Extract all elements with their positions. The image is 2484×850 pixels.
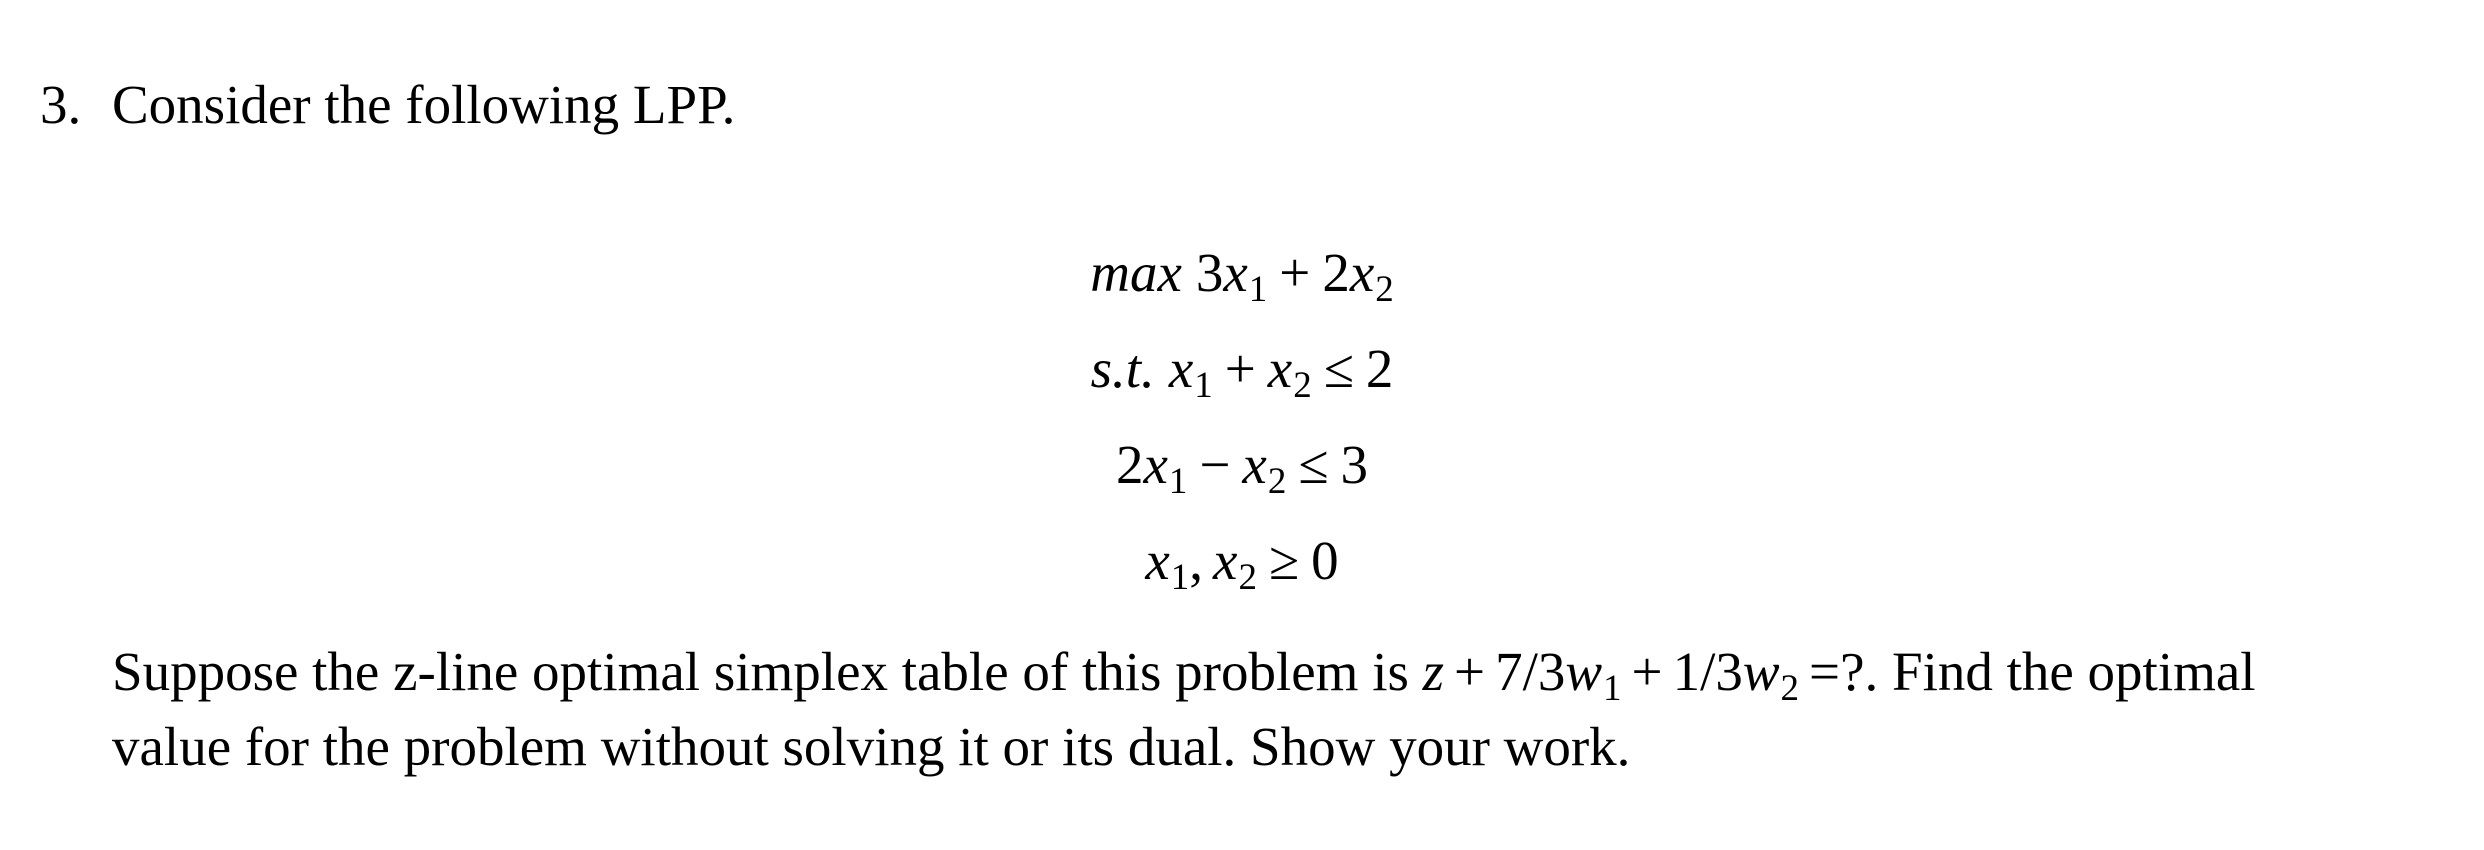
nonneg-sub-1: 1 [1170, 557, 1190, 598]
nonneg-rhs: 0 [1311, 530, 1339, 591]
constraint-1-var-2: x [1267, 338, 1293, 399]
z-line-equals: =? [1809, 641, 1865, 702]
paragraph-line-1-end: . Find the optimal [1864, 641, 2256, 702]
z-line-coef-1: 7/3 [1495, 641, 1566, 702]
paragraph-line-1-start: Suppose the z-line optimal simplex table of this problem is [112, 641, 1409, 702]
constraint-2-operator: − [1199, 434, 1231, 495]
constraint-2-rhs: 3 [1340, 434, 1369, 495]
z-line-coef-2: 1/3 [1672, 641, 1743, 702]
objective-coef-2: 2 [1322, 242, 1350, 303]
question-number: 3. [40, 74, 82, 135]
objective-sub-1: 1 [1248, 269, 1268, 310]
z-line-w2-sub: 2 [1780, 668, 1800, 709]
objective-var-2: x [1349, 242, 1375, 303]
max-keyword: max [1090, 242, 1182, 303]
constraint-1-var-1: x [1168, 338, 1194, 399]
question-paragraph [112, 638, 2412, 781]
z-line-w1: w [1565, 641, 1603, 702]
z-line-w1-sub: 1 [1603, 668, 1622, 709]
z-line-expression [1422, 641, 1865, 709]
z-line-plus-2: + [1631, 641, 1663, 702]
paragraph-line-2: value for the problem without solving it or its dual. Show your work. [112, 716, 1631, 777]
constraint-2-relation: ≤ [1298, 434, 1329, 495]
constraint-2-var-1: x [1143, 434, 1168, 495]
nonneg-var-1: x [1145, 530, 1170, 591]
constraint-1-line [0, 321, 2484, 417]
z-line-plus-1: + [1454, 641, 1486, 702]
question-heading [40, 70, 735, 140]
paragraph-line-1 [112, 638, 2412, 713]
objective-line [0, 225, 2484, 321]
constraint-2-sub-1: 1 [1168, 461, 1188, 502]
z-variable: z [1422, 641, 1445, 702]
constraint-1-rhs: 2 [1365, 338, 1394, 399]
question-heading-text: Consider the following LPP. [112, 74, 736, 135]
constraint-1-relation: ≤ [1323, 338, 1354, 399]
objective-sub-2: 2 [1375, 269, 1394, 310]
nonneg-comma: , [1189, 530, 1204, 591]
nonneg-sub-2: 2 [1238, 557, 1257, 598]
nonneg-var-2: x [1213, 530, 1238, 591]
constraint-2-coef-1: 2 [1115, 434, 1144, 495]
constraint-2-sub-2: 2 [1267, 461, 1287, 502]
nonnegativity-line [0, 513, 2484, 609]
objective-coef-1: 3 [1195, 242, 1224, 303]
constraint-1-operator: + [1224, 338, 1256, 399]
objective-operator: + [1279, 242, 1311, 303]
constraint-2-var-2: x [1242, 434, 1267, 495]
constraint-1-sub-1: 1 [1194, 365, 1213, 406]
constraint-2-line [0, 417, 2484, 513]
constraint-1-sub-2: 2 [1293, 365, 1312, 406]
lpp-formulation [0, 225, 2484, 609]
z-line-w2: w [1742, 641, 1780, 702]
objective-var-1: x [1223, 242, 1248, 303]
nonneg-relation: ≥ [1268, 530, 1300, 591]
subject-to-label: s.t. [1090, 338, 1155, 399]
